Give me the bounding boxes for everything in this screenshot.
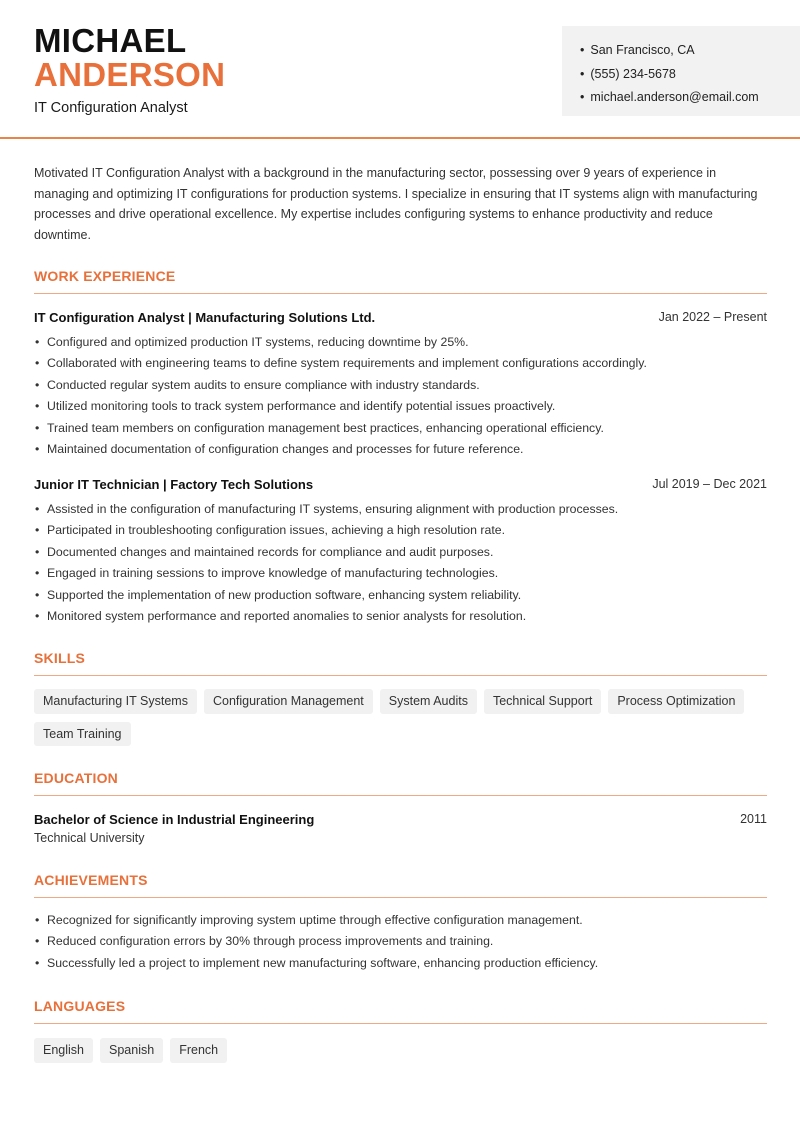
school-name: Technical University: [34, 831, 145, 845]
languages-list: [34, 1038, 769, 1063]
job-dates: Jan 2022 – Present: [658, 310, 767, 324]
summary-text: Motivated IT Configuration Analyst with a background in the manufacturing sector, possessing over 9 years of experience in managing and optimizing IT configurations for production systems. I specialize in ensuring that IT systems align with manufacturing processes and drive operational excellence. My expertise includes configuring systems to enhance productivity and reduce downtime.: [34, 166, 758, 243]
job-role: IT Configuration Analyst | Manufacturing Solutions Ltd.: [34, 310, 376, 325]
job-role: Junior IT Technician | Factory Tech Solutions: [34, 477, 314, 492]
list-item: • Reduced configuration errors by 30% through process improvements and training.: [34, 931, 769, 952]
degree-name: Bachelor of Science in Industrial Engineering: [34, 812, 315, 827]
list-item: • Trained team members on configuration management best practices, enhancing operational efficiency.: [34, 418, 769, 439]
list-item: • Assisted in the configuration of manufacturing IT systems, ensuring alignment with production processes.: [34, 499, 769, 520]
section-title-skills: SKILLS: [34, 650, 767, 676]
skill-tag: Technical Support: [484, 689, 601, 714]
list-item: • Supported the implementation of new production software, enhancing system reliability.: [34, 585, 769, 606]
section-title-education: EDUCATION: [34, 770, 767, 796]
list-item: • Monitored system performance and reported anomalies to senior analysts for resolution.: [34, 606, 769, 627]
section-title-achievements: ACHIEVEMENTS: [34, 872, 767, 898]
list-item: • Engaged in training sessions to improve knowledge of manufacturing technologies.: [34, 563, 769, 584]
language-tag: French: [170, 1038, 227, 1063]
section-title-languages: LANGUAGES: [34, 998, 767, 1024]
graduation-year: 2011: [740, 812, 767, 826]
list-item: • Utilized monitoring tools to track system performance and identify potential issues proactively.: [34, 396, 769, 417]
last-name: ANDERSON: [34, 56, 226, 93]
contact-phone: • (555) 234-5678: [580, 63, 759, 87]
skill-tag: Manufacturing IT Systems: [34, 689, 197, 714]
contact-location: • San Francisco, CA: [580, 39, 759, 63]
list-item: • Maintained documentation of configuration changes and processes for future reference.: [34, 439, 769, 460]
first-name: MICHAEL: [34, 22, 187, 59]
job-title: IT Configuration Analyst: [34, 100, 188, 116]
list-item: • Configured and optimized production IT systems, reducing downtime by 25%.: [34, 332, 769, 353]
resume-header: [0, 0, 800, 139]
job-bullets: [34, 499, 769, 627]
list-item: • Collaborated with engineering teams to define system requirements and implement configurations accordingly.: [34, 353, 769, 374]
skill-tag: Process Optimization: [608, 689, 744, 714]
achievement-bullets: [34, 910, 769, 974]
skills-list: [34, 689, 769, 746]
language-tag: English: [34, 1038, 93, 1063]
list-item: • Participated in troubleshooting configuration issues, achieving a high resolution rate.: [34, 520, 769, 541]
skill-tag: Team Training: [34, 722, 131, 747]
job-dates: Jul 2019 – Dec 2021: [652, 477, 767, 491]
list-item: • Documented changes and maintained records for compliance and audit purposes.: [34, 542, 769, 563]
job-bullets: [34, 332, 769, 460]
language-tag: Spanish: [100, 1038, 163, 1063]
list-item: • Conducted regular system audits to ensure compliance with industry standards.: [34, 375, 769, 396]
list-item: • Recognized for significantly improving system uptime through effective configuration management.: [34, 910, 769, 931]
list-item: • Successfully led a project to implement new manufacturing software, enhancing production efficiency.: [34, 953, 769, 974]
contact-box: [562, 26, 800, 116]
skill-tag: Configuration Management: [204, 689, 373, 714]
contact-email: • michael.anderson@email.com: [580, 86, 759, 110]
skill-tag: System Audits: [380, 689, 477, 714]
section-title-work: WORK EXPERIENCE: [34, 268, 767, 294]
